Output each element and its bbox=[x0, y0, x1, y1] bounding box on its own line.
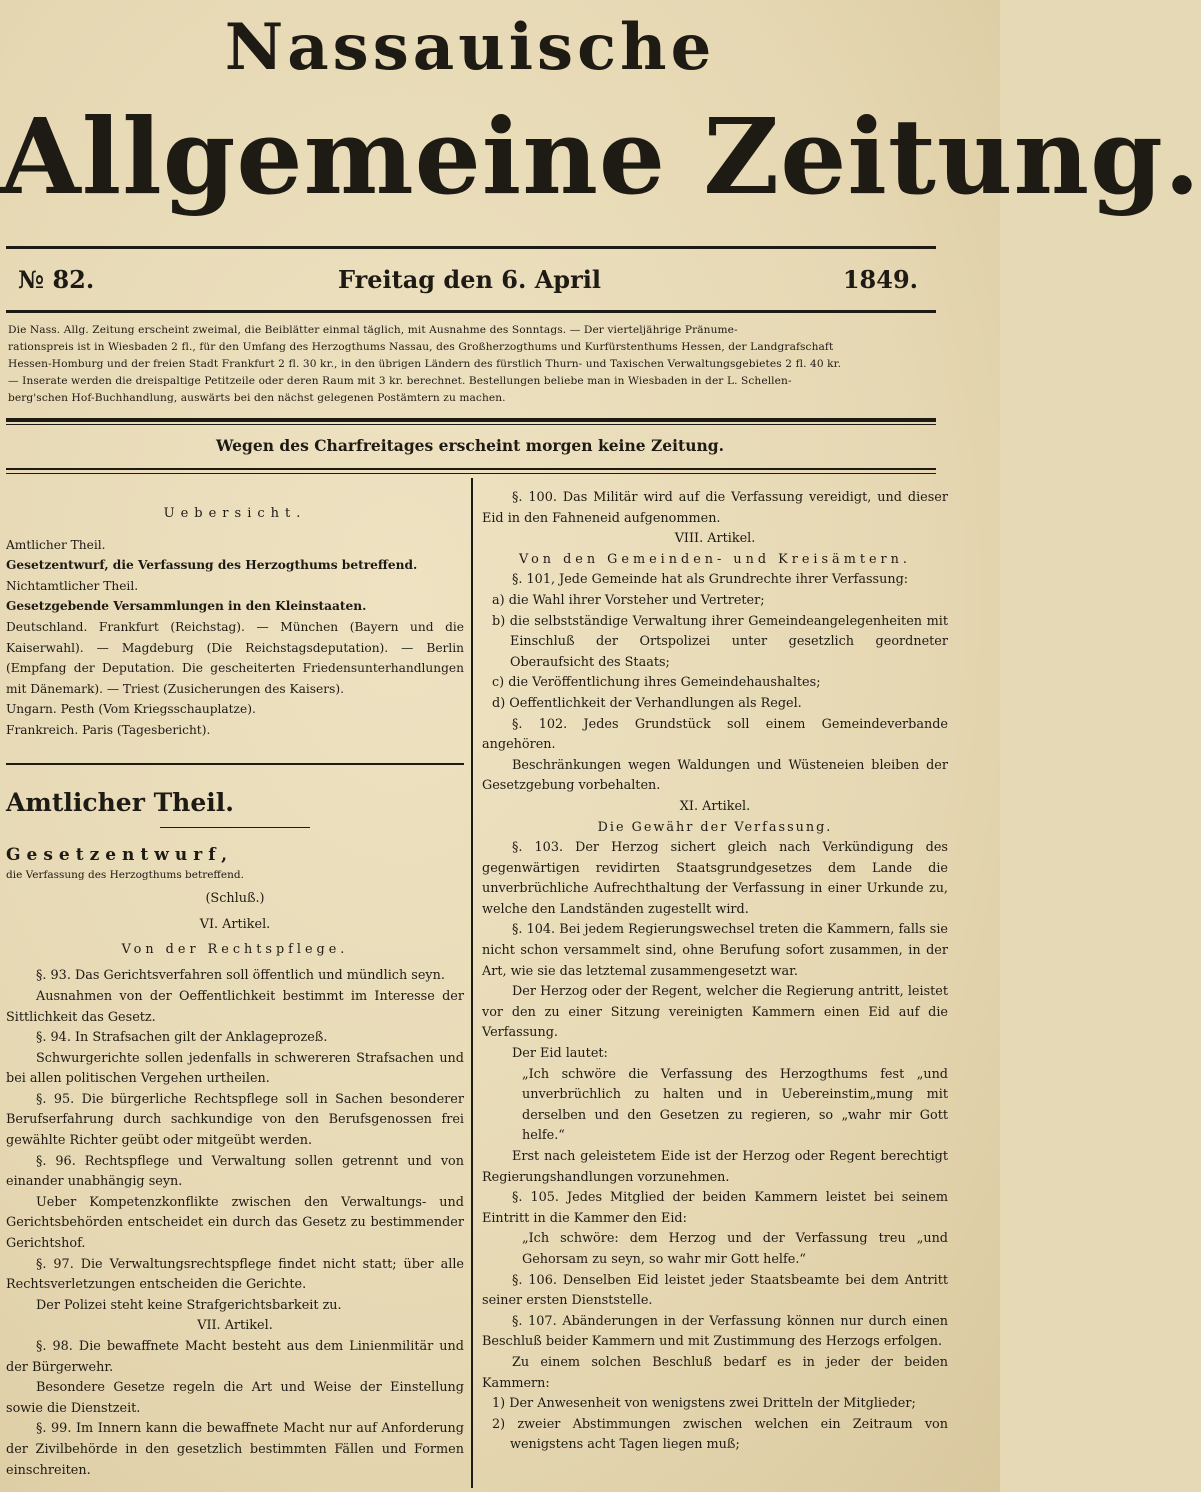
paragraph: Schwurgerichte sollen jedenfalls in schwereren Strafsachen und bei allen politischen Vergehen urtheilen. bbox=[6, 1050, 464, 1087]
toc-item: Gesetzgebende Versammlungen in den Kleinstaaten. bbox=[6, 599, 367, 614]
masthead-rule bbox=[6, 246, 936, 249]
list-item: d) Oeffentlichkeit der Verhandlungen als Regel. bbox=[492, 695, 802, 711]
notice-line: berg'schen Hof-Buchhandlung, auswärts bei den nächst gelegenen Postämtern zu machen. bbox=[8, 392, 506, 404]
paragraph: Beschränkungen wegen Waldungen und Wüsteneien bleiben der Gesetzgebung vorbehalten. bbox=[482, 757, 948, 794]
continuation-note: (Schluß.) bbox=[205, 890, 265, 906]
paragraph: Erst nach geleistetem Eide ist der Herzog oder Regent berechtigt Regierungshandlungen vorzunehmen. bbox=[482, 1149, 948, 1185]
paragraph: Besondere Gesetze regeln die Art und Weise der Einstellung sowie die Dienstzeit. bbox=[6, 1380, 464, 1416]
list-item: 1) Der Anwesenheit von wenigstens zwei Dritteln der Mitglieder; bbox=[492, 1396, 916, 1412]
toc-item: Frankreich. Paris (Tagesbericht). bbox=[6, 722, 211, 737]
paragraph: Ausnahmen von der Oeffentlichkeit bestimmt im Interesse der Sittlichkeit das Gesetz. bbox=[6, 988, 464, 1025]
paragraph: §. 96. Rechtspflege und Verwaltung sollen getrennt und von einander unabhängig seyn. bbox=[6, 1153, 464, 1190]
toc-item: Nichtamtlicher Theil. bbox=[6, 578, 139, 593]
list-item: c) die Veröffentlichung ihres Gemeindehaushaltes; bbox=[492, 675, 821, 691]
paragraph: §. 93. Das Gerichtsverfahren soll öffentlich und mündlich seyn. bbox=[36, 968, 445, 984]
toc-item: Ungarn. Pesth (Vom Kriegsschauplatze). bbox=[6, 702, 256, 717]
dateline bbox=[18, 262, 918, 298]
right-column bbox=[482, 488, 948, 1456]
paragraph: §. 105. Jedes Mitglied der beiden Kammern leistet bei seinem Eintritt in die Kammer den Eid: bbox=[482, 1190, 948, 1226]
table-of-contents bbox=[6, 504, 464, 741]
paragraph: §. 94. In Strafsachen gilt der Anklageprozeß. bbox=[36, 1030, 328, 1046]
article-heading: VII. Artikel. bbox=[197, 1318, 273, 1334]
oath-quote: „Ich schwöre die Verfassung des Herzogthums fest „und unverbrüchlich zu halten und in Uebereinstim„mung mit derselben und den Gesetzen zu regieren, so „wahr mir Gott helfe.“ bbox=[522, 1066, 948, 1144]
subscription-notice bbox=[8, 322, 942, 407]
list-item: a) die Wahl ihrer Vorsteher und Vertreter; bbox=[492, 592, 765, 608]
paragraph: §. 99. Im Innern kann die bewaffnete Macht nur auf Anforderung der Zivilbehörde in den gesetzlich bestimmten Fällen und Formen einschreiten. bbox=[6, 1421, 464, 1478]
article-heading: XI. Artikel. bbox=[679, 798, 751, 814]
masthead-line-1: Nassauische bbox=[224, 10, 716, 85]
left-column bbox=[6, 500, 464, 1481]
masthead-line-2: Allgemeine Zeitung. bbox=[0, 95, 1201, 218]
toc-rule bbox=[6, 763, 464, 765]
paragraph: Der Eid lautet: bbox=[512, 1046, 608, 1062]
list-item: 2) zweier Abstimmungen zwischen welchen ein Zeitraum von wenigstens acht Tagen liegen muß; bbox=[492, 1416, 948, 1453]
paragraph: §. 103. Der Herzog sichert gleich nach Verkündigung des gegenwärtigen revidirten Staatsgrundgesetzes dem Lande die unverbrüchliche Aufrechthaltung der Verfassung in einer Urkunde zu, welche den Landständen zugestellt wird. bbox=[482, 840, 948, 917]
announce-rule bbox=[6, 468, 936, 470]
column-divider bbox=[471, 478, 473, 1488]
toc-item: Amtlicher Theil. bbox=[6, 537, 106, 552]
list-item: b) die selbstständige Verwaltung ihrer Gemeindeangelegenheiten mit Einschluß der Ortspolizei unter gesetzlich geordneter Oberaufsicht des Staats; bbox=[492, 613, 948, 670]
announcement: Wegen des Charfreitages erscheint morgen keine Zeitung. bbox=[216, 436, 724, 455]
article-heading: VI. Artikel. bbox=[199, 917, 271, 933]
notice-rule-thin bbox=[6, 424, 936, 425]
notice-line: Hessen-Homburg und der freien Stadt Frankfurt 2 fl. 30 kr., in den übrigen Ländern des fürstlich Thurn- und Taxischen Verwaltungsgebietes 2 fl. 40 kr. bbox=[8, 358, 842, 370]
notice-rule-top bbox=[6, 418, 936, 422]
dateline-rule bbox=[6, 310, 936, 313]
paragraph: Der Herzog oder der Regent, welcher die Regierung antritt, leistet vor den zu einer Sitzung vereinigten Kammern einen Eid auf die Verfassung. bbox=[482, 984, 948, 1041]
paragraph: §. 107. Abänderungen in der Verfassung können nur durch einen Beschluß beider Kammern und mit Zustimmung des Herzogs erfolgen. bbox=[482, 1313, 948, 1350]
notice-line: rationspreis ist in Wiesbaden 2 fl., für den Umfang des Herzogthums Nassau, des Großherzogthums und Kurfürstenthums Hessen, der Landgrafschaft bbox=[8, 341, 834, 353]
notice-line: — Inserate werden die dreispaltige Petitzeile oder deren Raum mit 3 kr. berechnet. Bestellungen beliebe man in Wiesbaden in der L. Schellen- bbox=[8, 375, 792, 387]
paragraph: §. 106. Denselben Eid leistet jeder Staatsbeamte bei dem Antritt seiner ersten Dienststelle. bbox=[482, 1272, 948, 1309]
paragraph: §. 97. Die Verwaltungsrechtspflege findet nicht statt; über alle Rechtsverletzungen entscheiden die Gerichte. bbox=[6, 1256, 464, 1293]
toc-title: Uebersicht. bbox=[163, 506, 307, 521]
paragraph: Ueber Kompetenzkonflikte zwischen den Verwaltungs- und Gerichtsbehörden entscheidet ein durch das Gesetz zu bestimmender Gerichtshof. bbox=[6, 1194, 464, 1252]
issue-number: № 82. bbox=[18, 265, 95, 294]
law-subtitle: die Verfassung des Herzogthums betreffend. bbox=[6, 868, 244, 881]
issue-year: 1849. bbox=[842, 265, 918, 294]
paragraph: §. 104. Bei jedem Regierungswechsel treten die Kammern, falls sie nicht schon versammelt sind, ohne Berufung sofort zusammen, in der Art, wie sie das letztemal zusammengesetzt war. bbox=[482, 922, 948, 979]
section-underline bbox=[160, 827, 310, 828]
oath-quote: „Ich schwöre: dem Herzog und der Verfassung treu „und Gehorsam zu seyn, so wahr mir Gott helfe.“ bbox=[522, 1231, 948, 1267]
article-heading: VIII. Artikel. bbox=[674, 531, 756, 547]
toc-item: Gesetzentwurf, die Verfassung des Herzogthums betreffend. bbox=[6, 558, 418, 573]
article-title: Von den Gemeinden- und Kreisämtern. bbox=[519, 551, 911, 567]
section-title: Amtlicher Theil. bbox=[6, 787, 234, 817]
paragraph: §. 95. Die bürgerliche Rechtspflege soll in Sachen besonderer Berufserfahrung durch sachkundige von den Berufsgenossen frei gewählte Richter geübt oder mitgeübt werden. bbox=[6, 1091, 464, 1149]
notice-line: Die Nass. Allg. Zeitung erscheint zweimal, die Beiblätter einmal täglich, mit Ausnahme des Sonntags. — Der vierteljährige Pränume- bbox=[8, 324, 738, 336]
issue-date: Freitag den 6. April bbox=[338, 265, 601, 294]
paragraph: §. 98. Die bewaffnete Macht besteht aus dem Linienmilitär und der Bürgerwehr. bbox=[6, 1339, 464, 1375]
paragraph: Zu einem solchen Beschluß bedarf es in jeder der beiden Kammern: bbox=[482, 1354, 948, 1391]
article-title: Von der Rechtspflege. bbox=[121, 941, 349, 957]
paragraph: §. 101, Jede Gemeinde hat als Grundrechte ihrer Verfassung: bbox=[512, 572, 909, 588]
toc-item: Deutschland. Frankfurt (Reichstag). — München (Bayern und die Kaiserwahl). — Magdeburg (Die Reichstagsdeputation). — Berlin (Empfang der Deputation. Die gescheiterten Friedensunterhandlungen mit Dänemark). — Triest (Zusicherungen des Kaisers). bbox=[6, 619, 464, 696]
article-title: Die Gewähr der Verfassung. bbox=[597, 819, 833, 835]
paragraph: §. 102. Jedes Grundstück soll einem Gemeindeverbande angehören. bbox=[482, 716, 948, 753]
paragraph: §. 100. Das Militär wird auf die Verfassung vereidigt, und dieser Eid in den Fahneneid aufgenommen. bbox=[482, 490, 948, 526]
paragraph: Der Polizei steht keine Strafgerichtsbarkeit zu. bbox=[36, 1297, 342, 1313]
announce-rule-thin bbox=[6, 473, 936, 474]
law-title: Gesetzentwurf, bbox=[6, 844, 234, 865]
